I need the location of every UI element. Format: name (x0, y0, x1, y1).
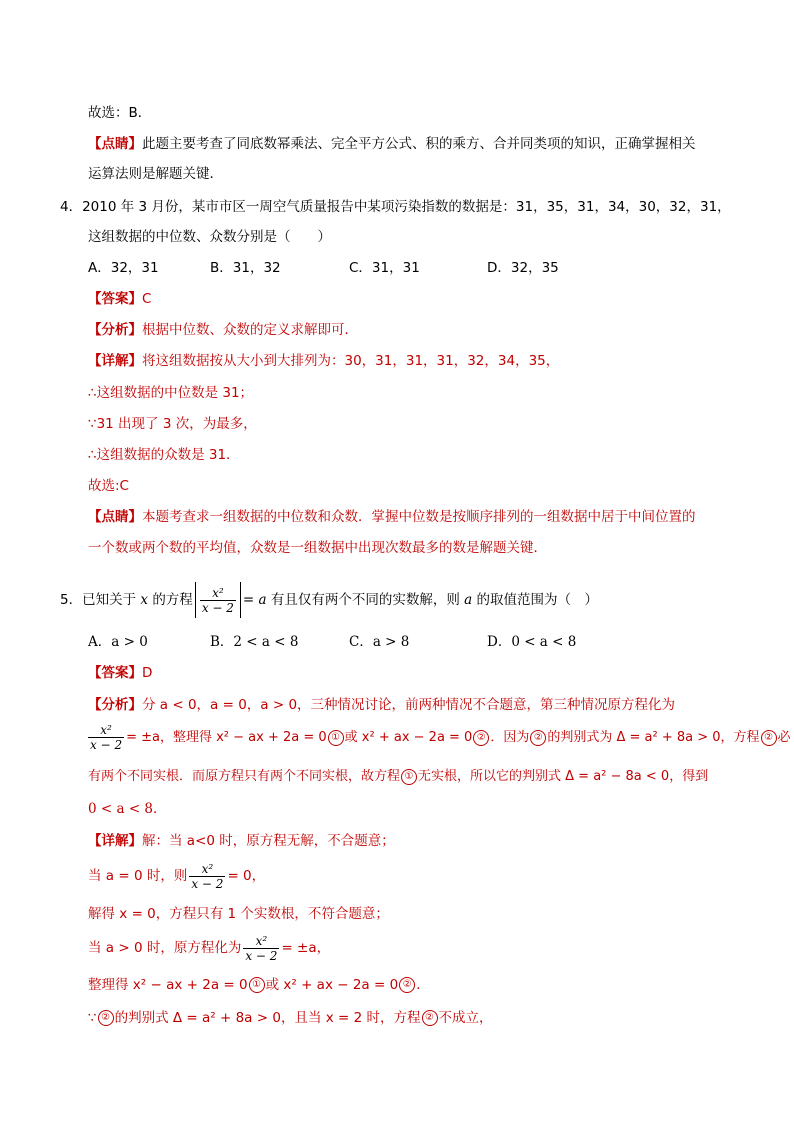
fraction-denominator: x − 2 (191, 876, 224, 891)
q4-detail-line-1 (88, 351, 559, 371)
analysis-tag: 【分析】 (88, 322, 142, 338)
comment-tag: 【点睛】 (88, 136, 142, 152)
q5-detail-4b: = ±a， (281, 940, 331, 956)
q3-comment-text-1: 此题主要考查了同底数幂乘法、完全平方公式、积的乘方、合并同类项的知识，正确掌握相关 (142, 136, 696, 152)
q5-detail-6a: ∵ (88, 1010, 97, 1026)
fraction-denominator: x − 2 (90, 738, 123, 752)
q5-detail-line-5 (88, 975, 430, 995)
q5-number: 5． (60, 592, 83, 608)
q4-options (88, 258, 688, 278)
q4-option-a: A．32，31 (88, 260, 159, 276)
answer-tag: 【答案】 (88, 665, 142, 681)
abs-bars (195, 582, 241, 618)
q5-detail-5b: 或 x² + ax − 2a = 0 (265, 977, 399, 993)
q5-detail-line-4 (88, 930, 330, 966)
q4-choice-line: 故选:C (88, 478, 129, 494)
q5-analysis-line-4: 0 < a < 8． (88, 801, 167, 817)
q4-answer: C (142, 291, 152, 307)
q4-stem-line-2: 这组数据的中位数、众数分别是（ ） (88, 229, 331, 245)
q5-analysis-1: 分 a < 0，a = 0，a > 0，三种情况讨论，前两种情况不合题意，第三种情况原方程化为 (142, 697, 676, 713)
circled-two: ② (422, 1010, 438, 1026)
q5-option-d: D．0 < a < 8 (487, 634, 577, 650)
q5-detail-6b: 的判别式 Δ = a² + 8a > 0，且当 x = 2 时，方程 (114, 1010, 421, 1026)
q4-detail-line-2: ∴这组数据的中位数是 31； (88, 385, 254, 401)
fraction-denominator: x − 2 (201, 600, 234, 615)
q5-detail-2b: = 0， (227, 868, 266, 884)
fraction-numerator: x² (212, 585, 224, 600)
q4-answer-line (88, 289, 151, 309)
q5-analysis-2d: 的判别式为 Δ = a² + 8a > 0，方程 (547, 730, 760, 745)
q5-answer-line (88, 663, 152, 683)
detail-tag: 【详解】 (88, 353, 142, 369)
q5-detail-5a: 整理得 x² − ax + 2a = 0 (88, 977, 248, 993)
q5-detail-line-2 (88, 858, 265, 894)
circled-two: ② (761, 730, 777, 746)
q5-analysis-line-1 (88, 695, 675, 715)
q5-options (88, 632, 688, 652)
q4-comment-line-1 (88, 507, 696, 527)
q4-comment-text-1: 本题考查求一组数据的中位数和众数．掌握中位数是按顺序排列的一组数据中居于中间位置的 (142, 509, 696, 525)
circled-one: ① (401, 769, 417, 785)
q5-rhs: = a (242, 592, 267, 608)
q3-comment-line-1 (88, 134, 696, 154)
q5-option-c: C．a > 8 (349, 634, 410, 650)
q4-option-b: B．31，32 (210, 260, 281, 276)
q4-analysis: 根据中位数、众数的定义求解即可． (142, 322, 358, 338)
q5-analysis-2e: 必 (777, 730, 791, 745)
q5-analysis-3b: 无实根，所以它的判别式 Δ = a² − 8a < 0，得到 (418, 769, 709, 784)
q5-analysis-3a: 有两个不同实根．而原方程只有两个不同实根，故方程 (88, 769, 401, 784)
circled-two: ② (473, 730, 489, 746)
q5-stem-c: 有且仅有两个不同的实数解，则 (270, 592, 460, 608)
q3-comment-line-2: 运算法则是解题关键． (88, 166, 223, 182)
fraction (200, 586, 236, 615)
circled-two: ② (530, 730, 546, 746)
q4-number: 4． (60, 199, 83, 215)
q4-comment-line-2: 一个数或两个数的平均值，众数是一组数据中出现次数最多的数是解题关键． (88, 540, 547, 556)
q5-option-a: A．a > 0 (88, 634, 148, 650)
fraction-numerator: x² (255, 933, 268, 948)
q4-option-c: C．31，31 (349, 260, 420, 276)
q4-analysis-line (88, 320, 358, 340)
q5-analysis-2b: 或 x² + ax − 2a = 0 (344, 730, 473, 745)
fraction (189, 862, 225, 891)
answer-tag: 【答案】 (88, 291, 142, 307)
q4-stem-line-1 (60, 197, 731, 217)
q4-option-d: D．32，35 (487, 260, 559, 276)
fraction-denominator: x − 2 (245, 948, 278, 963)
q5-analysis-2c: ．因为 (490, 730, 530, 745)
q4-detail-line-4: ∴这组数据的众数是 31． (88, 447, 240, 463)
circled-two: ② (98, 1010, 114, 1026)
q5-analysis-2a: = ±a，整理得 x² − ax + 2a = 0 (126, 730, 327, 745)
q4-detail-1: 将这组数据按从大小到大排列为：30，31，31，31，32，34，35， (142, 353, 560, 369)
q5-detail-5c: ． (416, 977, 430, 993)
q5-detail-2a: 当 a = 0 时，则 (88, 868, 188, 884)
fraction (88, 723, 124, 752)
q5-option-b: B．2 < a < 8 (210, 634, 299, 650)
fraction-numerator: x² (100, 723, 112, 737)
fraction (243, 934, 279, 963)
q5-analysis-line-3 (88, 767, 708, 787)
circled-one: ① (249, 977, 265, 993)
fraction-numerator: x² (201, 861, 214, 876)
q5-detail-line-1 (88, 831, 395, 851)
q5-detail-6c: 不成立， (438, 1010, 493, 1026)
detail-tag: 【详解】 (88, 833, 142, 849)
circled-one: ① (328, 730, 344, 746)
q5-stem-line (60, 582, 598, 618)
q4-stem-1: 2010 年 3 月份，某市市区一周空气质量报告中某项污染指数的数据是：31，35，31，34，30，32，31， (82, 199, 731, 215)
q5-stem-b: 的方程 (152, 592, 193, 608)
q5-detail-line-3: 解得 x = 0，方程只有 1 个实数根，不符合题意； (88, 906, 389, 922)
q5-stem-a: 已知关于 (82, 592, 137, 608)
comment-tag: 【点睛】 (88, 509, 142, 525)
q5-var-a: a (464, 592, 473, 608)
q5-analysis-line-2 (86, 720, 791, 756)
analysis-tag: 【分析】 (88, 697, 142, 713)
q5-answer: D (142, 665, 153, 681)
q5-detail-4a: 当 a > 0 时，原方程化为 (88, 940, 242, 956)
q5-var-x: x (140, 592, 149, 608)
q5-detail-line-6 (88, 1008, 493, 1028)
q5-detail-1: 解：当 a<0 时，原方程无解，不合题意； (142, 833, 395, 849)
q5-stem-d: 的取值范围为（ ） (476, 592, 599, 608)
q4-detail-line-3: ∵31 出现了 3 次，为最多， (88, 416, 257, 432)
circled-two: ② (399, 977, 415, 993)
q3-answer-line: 故选：B． (88, 105, 152, 121)
